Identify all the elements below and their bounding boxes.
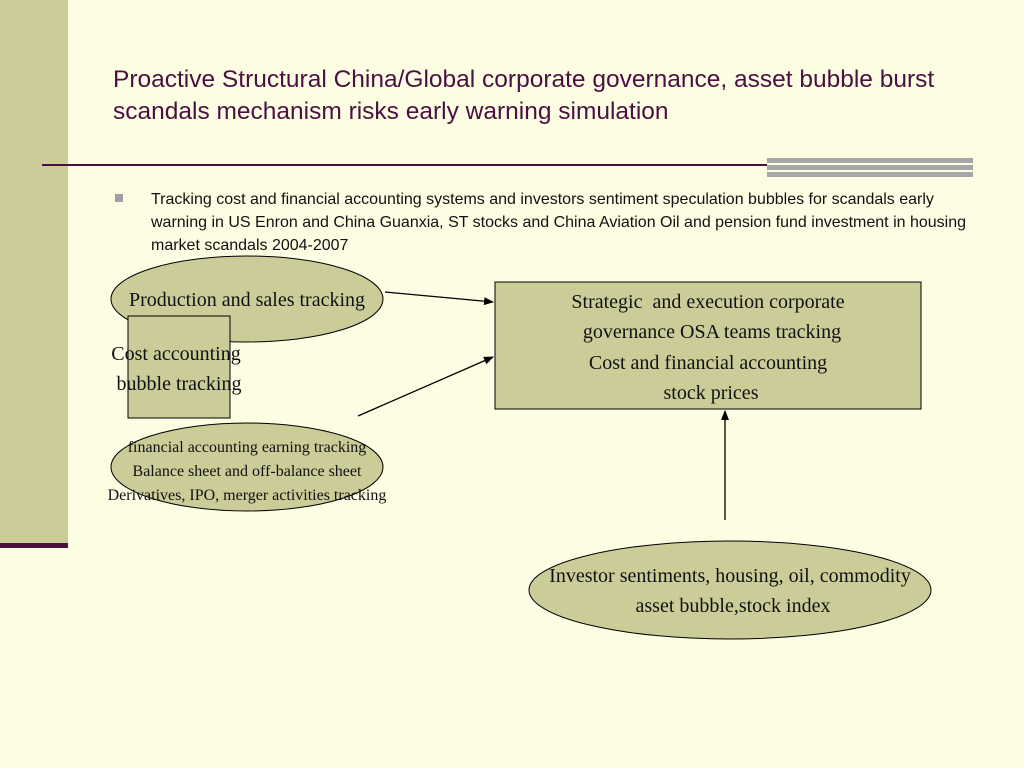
- production-label: Production and sales tracking: [128, 289, 366, 311]
- investor-label-line-1: Investor sentiments, housing, oil, commodity: [549, 565, 911, 587]
- arrow-financial-to-strategic: [358, 357, 493, 416]
- investor-ellipse: [529, 541, 931, 639]
- cost-label-line-1: Cost accounting: [111, 343, 241, 365]
- strategic-label-line-3: Cost and financial accounting: [588, 352, 828, 374]
- strategic-label-line-1: Strategic and execution corporate: [571, 291, 845, 313]
- financial-label-line-2: Balance sheet and off-balance sheet: [132, 463, 362, 480]
- strategic-label-line-2: governance OSA teams tracking: [582, 321, 842, 343]
- cost-label-line-2: bubble tracking: [116, 373, 242, 395]
- strategic-label-line-4: stock prices: [663, 382, 759, 404]
- slide-title: Proactive Structural China/Global corporate governance, asset bubble burst scandals mechanism risks early warning simulation: [113, 66, 935, 125]
- financial-label-line-3: Derivatives, IPO, merger activities tracking: [107, 487, 387, 504]
- investor-label-line-2: asset bubble,stock index: [635, 595, 831, 617]
- financial-label-line-1: financial accounting earning tracking: [127, 439, 367, 456]
- bullet-text: Tracking cost and financial accounting systems and investors sentiment speculation bubbles for scandals early warning in US Enron and China Guanxia, ST stocks and China Aviation Oil and pension fund investment in housing market scandals 2004-2007: [151, 191, 967, 254]
- cost-accounting-box: [128, 316, 230, 418]
- arrow-production-to-strategic: [385, 292, 493, 302]
